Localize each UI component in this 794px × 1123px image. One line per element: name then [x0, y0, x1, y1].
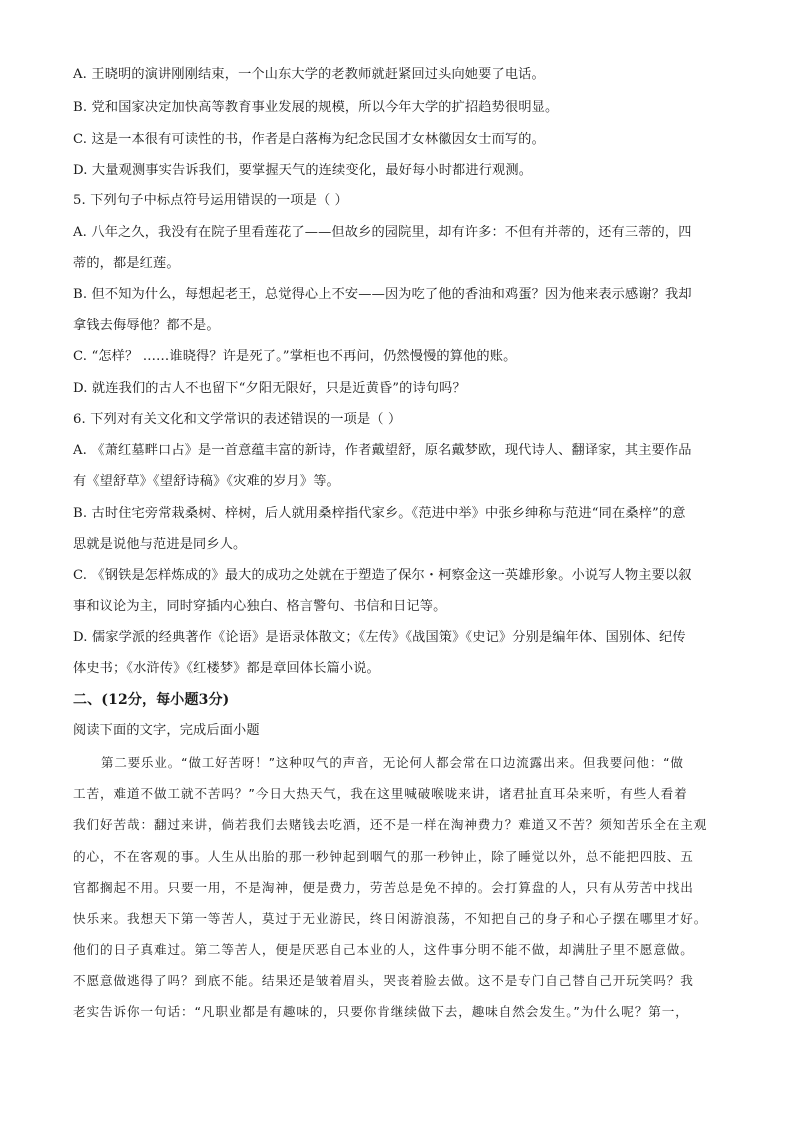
passage-line: 工苦，难道不做工就不苦吗？”今日大热天气，我在这里喊破喉咙来讲，诸君扯直耳朵来听，有些人看着: [73, 786, 688, 801]
section-heading: 二、(12分，每小题3分): [73, 692, 230, 708]
q5-stem: 5. 下列句子中标点符号运用错误的一项是（ ）: [73, 193, 348, 208]
q5-option-a-cont: 蒂的，都是红莲。: [73, 256, 180, 271]
q5-option-b: B. 但不知为什么，每想起老王，总觉得心上不安——因为吃了他的香油和鸡蛋？因为他来表示感谢？我却: [73, 287, 692, 302]
q5-option-b-cont: 拿钱去侮辱他？都不是。: [73, 318, 220, 333]
passage-line: 我们好苦哉：翻过来讲，倘若我们去赌钱去吃酒，还不是一样在淘神费力？难道又不苦？须知苦乐全在主观: [73, 817, 708, 832]
q5-option-d: D. 就连我们的古人不也留下“夕阳无限好，只是近黄昏”的诗句吗？: [73, 381, 466, 396]
q4-option-d: D. 大量观测事实告诉我们，要掌握天气的连续变化，最好每小时都进行观测。: [73, 163, 533, 178]
q6-option-d-cont: 体史书；《水浒传》《红楼梦》都是章回体长篇小说。: [73, 661, 380, 676]
q6-option-b-cont: 思就是说他与范进是同乡人。: [73, 537, 247, 552]
section-instruction: 阅读下面的文字，完成后面小题: [73, 723, 260, 738]
q4-option-a: A. 王晓明的演讲刚刚结束，一个山东大学的老教师就赶紧回过头向她要了电话。: [73, 67, 545, 82]
q5-option-c: C. “怎样？ ……谁晓得？许是死了。”掌柜也不再问，仍然慢慢的算他的账。: [73, 349, 517, 364]
passage-line: 他们的日子真难过。第二等苦人，便是厌恶自己本业的人，这件事分明不能不做，却满肚子里不愿意做。: [73, 942, 694, 957]
q6-option-c-cont: 事和议论为主，同时穿插内心独白、格言警句、书信和日记等。: [73, 599, 447, 614]
q6-option-a-cont: 有《望舒草》《望舒诗稿》《灾难的岁月》等。: [73, 474, 340, 489]
q6-option-c: C. 《钢铁是怎样炼成的》最大的成功之处就在于塑造了保尔・柯察金这一英雄形象。小说写人物主要以叙: [73, 568, 692, 583]
passage-line: 老实告诉你一句话：“凡职业都是有趣味的，只要你肯继续做下去，趣味自然会发生。”为什么呢？第一，: [73, 1004, 689, 1019]
q6-stem: 6. 下列对有关文化和文学常识的表述错误的一项是（ ）: [73, 412, 402, 427]
passage-line: 快乐来。我想天下第一等苦人，莫过于无业游民，终日闲游浪荡，不知把自己的身子和心子摆在哪里才好。: [73, 911, 708, 926]
q4-option-b: B. 党和国家决定加快高等教育事业发展的规模，所以今年大学的扩招趋势很明显。: [73, 100, 559, 115]
q6-option-b: B. 古时住宅旁常栽桑树、梓树，后人就用桑梓指代家乡。《范进中举》中张乡绅称与范进“同在桑梓”的意: [73, 506, 686, 521]
q6-option-d: D. 儒家学派的经典著作《论语》是语录体散文；《左传》《战国策》《史记》分别是编年体、国别体、纪传: [73, 630, 686, 645]
passage-line: 不愿意做逃得了吗？到底不能。结果还是皱着眉头，哭丧着脸去做。这不是专门自己替自己开玩笑吗？我: [73, 973, 694, 988]
q5-option-a: A. 八年之久，我没有在院子里看莲花了——但故乡的园院里，却有许多：不但有并蒂的，还有三蒂的，四: [73, 225, 692, 240]
passage-line: 的心，不在客观的事。人生从出胎的那一秒钟起到咽气的那一秒钟止，除了睡觉以外，总不能把四肢、五: [73, 849, 694, 864]
passage-line: 第二要乐业。“做工好苦呀！”这种叹气的声音，无论何人都会常在口边流露出来。但我要问他：“做: [101, 755, 684, 770]
q4-option-c: C. 这是一本很有可读性的书，作者是白落梅为纪念民国才女林徽因女士而写的。: [73, 132, 545, 147]
q6-option-a: A. 《萧红墓畔口占》是一首意蕴丰富的新诗，作者戴望舒，原名戴梦欧，现代诗人、翻译家，其主要作品: [73, 443, 692, 458]
passage-line: 官都搁起不用。只要一用，不是淘神，便是费力，劳苦总是免不掉的。会打算盘的人，只有从劳苦中找出: [73, 880, 694, 895]
